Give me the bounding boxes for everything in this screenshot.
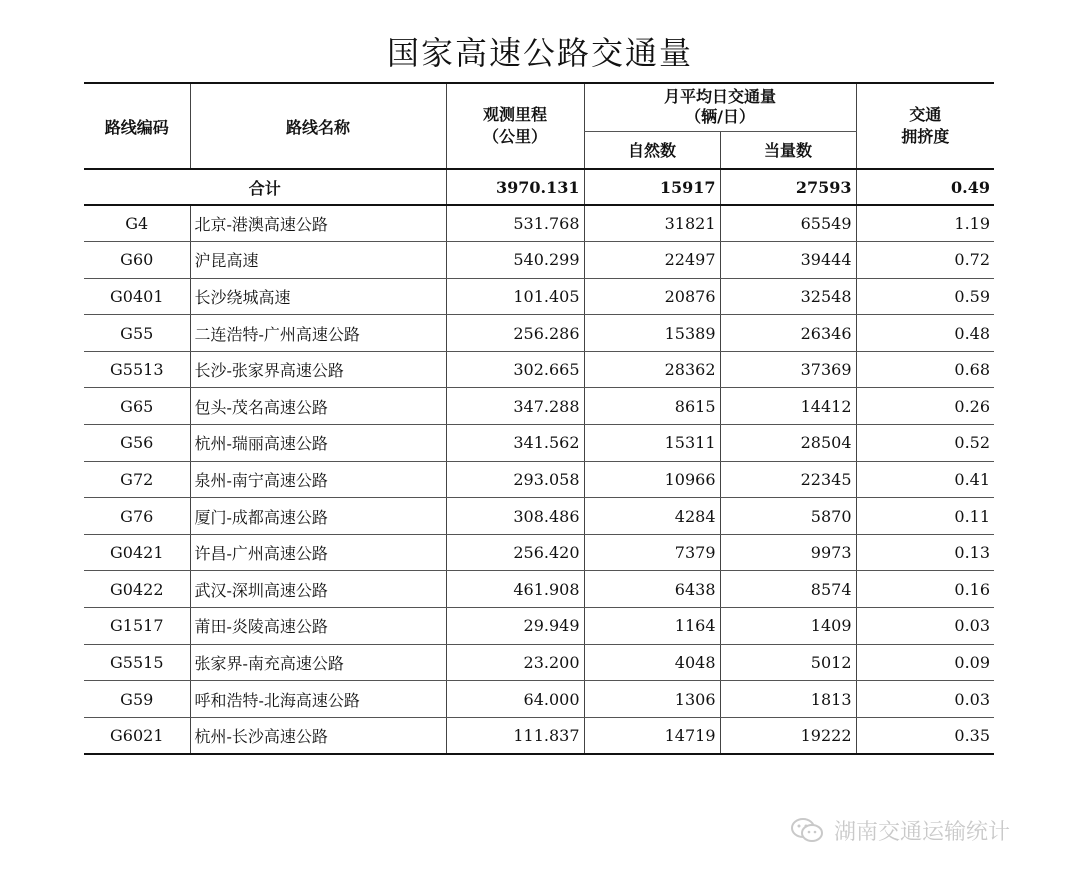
header-equivalent: 当量数 bbox=[720, 131, 856, 169]
watermark-text: 湖南交通运输统计 bbox=[834, 819, 1011, 845]
table-row bbox=[84, 205, 994, 242]
total-congestion: 0.49 bbox=[856, 169, 994, 205]
table-row bbox=[84, 717, 994, 754]
route-equivalent: 32548 bbox=[720, 278, 856, 315]
total-equivalent: 27593 bbox=[720, 169, 856, 205]
route-name: 许昌-广州高速公路 bbox=[190, 534, 446, 571]
route-equivalent: 26346 bbox=[720, 315, 856, 352]
route-natural: 15389 bbox=[584, 315, 720, 352]
route-congestion: 0.11 bbox=[856, 498, 994, 535]
header-congestion: 交通 拥挤度 bbox=[856, 83, 994, 169]
route-name: 包头-茂名高速公路 bbox=[190, 388, 446, 425]
header-mileage: 观测里程 （公里） bbox=[446, 83, 584, 169]
route-mileage: 29.949 bbox=[446, 608, 584, 645]
route-name: 杭州-长沙高速公路 bbox=[190, 717, 446, 754]
route-equivalent: 14412 bbox=[720, 388, 856, 425]
route-congestion: 0.26 bbox=[856, 388, 994, 425]
table-row bbox=[84, 278, 994, 315]
header-natural: 自然数 bbox=[584, 131, 720, 169]
route-equivalent: 1813 bbox=[720, 681, 856, 718]
route-congestion: 0.59 bbox=[856, 278, 994, 315]
watermark bbox=[790, 815, 1010, 845]
route-equivalent: 5870 bbox=[720, 498, 856, 535]
route-code: G59 bbox=[84, 681, 190, 718]
total-mileage: 3970.131 bbox=[446, 169, 584, 205]
route-natural: 31821 bbox=[584, 205, 720, 242]
table-row bbox=[84, 571, 994, 608]
route-mileage: 111.837 bbox=[446, 717, 584, 754]
route-congestion: 0.41 bbox=[856, 461, 994, 498]
route-congestion: 0.09 bbox=[856, 644, 994, 681]
route-equivalent: 9973 bbox=[720, 534, 856, 571]
route-congestion: 0.72 bbox=[856, 242, 994, 279]
route-congestion: 0.16 bbox=[856, 571, 994, 608]
total-natural: 15917 bbox=[584, 169, 720, 205]
route-equivalent: 8574 bbox=[720, 571, 856, 608]
route-equivalent: 65549 bbox=[720, 205, 856, 242]
route-mileage: 23.200 bbox=[446, 644, 584, 681]
route-natural: 1306 bbox=[584, 681, 720, 718]
route-natural: 14719 bbox=[584, 717, 720, 754]
table-row bbox=[84, 388, 994, 425]
table-row bbox=[84, 498, 994, 535]
route-congestion: 0.03 bbox=[856, 608, 994, 645]
route-natural: 7379 bbox=[584, 534, 720, 571]
route-code: G5513 bbox=[84, 351, 190, 388]
header-name: 路线名称 bbox=[190, 83, 446, 169]
route-name: 长沙-张家界高速公路 bbox=[190, 351, 446, 388]
route-mileage: 531.768 bbox=[446, 205, 584, 242]
route-code: G76 bbox=[84, 498, 190, 535]
route-natural: 15311 bbox=[584, 425, 720, 462]
route-equivalent: 37369 bbox=[720, 351, 856, 388]
route-mileage: 256.420 bbox=[446, 534, 584, 571]
route-code: G65 bbox=[84, 388, 190, 425]
route-congestion: 0.52 bbox=[856, 425, 994, 462]
route-natural: 20876 bbox=[584, 278, 720, 315]
route-mileage: 461.908 bbox=[446, 571, 584, 608]
route-name: 长沙绕城高速 bbox=[190, 278, 446, 315]
route-natural: 22497 bbox=[584, 242, 720, 279]
route-mileage: 293.058 bbox=[446, 461, 584, 498]
route-congestion: 0.35 bbox=[856, 717, 994, 754]
route-equivalent: 28504 bbox=[720, 425, 856, 462]
route-code: G0401 bbox=[84, 278, 190, 315]
route-code: G5515 bbox=[84, 644, 190, 681]
route-name: 杭州-瑞丽高速公路 bbox=[190, 425, 446, 462]
table-row bbox=[84, 461, 994, 498]
route-name: 厦门-成都高速公路 bbox=[190, 498, 446, 535]
route-mileage: 347.288 bbox=[446, 388, 584, 425]
table-row bbox=[84, 681, 994, 718]
route-code: G1517 bbox=[84, 608, 190, 645]
total-row bbox=[84, 169, 994, 205]
page-title: 国家高速公路交通量 bbox=[386, 34, 693, 72]
table-row bbox=[84, 608, 994, 645]
header-code: 路线编码 bbox=[84, 83, 190, 169]
table-row bbox=[84, 644, 994, 681]
table-row bbox=[84, 242, 994, 279]
route-congestion: 1.19 bbox=[856, 205, 994, 242]
route-natural: 28362 bbox=[584, 351, 720, 388]
route-natural: 1164 bbox=[584, 608, 720, 645]
wechat-icon bbox=[790, 817, 824, 843]
route-name: 武汉-深圳高速公路 bbox=[190, 571, 446, 608]
route-name: 张家界-南充高速公路 bbox=[190, 644, 446, 681]
route-mileage: 341.562 bbox=[446, 425, 584, 462]
table-row bbox=[84, 351, 994, 388]
route-name: 二连浩特-广州高速公路 bbox=[190, 315, 446, 352]
route-name: 沪昆高速 bbox=[190, 242, 446, 279]
route-code: G4 bbox=[84, 205, 190, 242]
route-natural: 4284 bbox=[584, 498, 720, 535]
route-natural: 6438 bbox=[584, 571, 720, 608]
route-congestion: 0.48 bbox=[856, 315, 994, 352]
route-natural: 10966 bbox=[584, 461, 720, 498]
total-label: 合计 bbox=[84, 169, 446, 205]
route-congestion: 0.13 bbox=[856, 534, 994, 571]
route-name: 呼和浩特-北海高速公路 bbox=[190, 681, 446, 718]
route-name: 莆田-炎陵高速公路 bbox=[190, 608, 446, 645]
route-code: G56 bbox=[84, 425, 190, 462]
route-equivalent: 19222 bbox=[720, 717, 856, 754]
route-natural: 4048 bbox=[584, 644, 720, 681]
route-name: 泉州-南宁高速公路 bbox=[190, 461, 446, 498]
route-mileage: 64.000 bbox=[446, 681, 584, 718]
route-congestion: 0.68 bbox=[856, 351, 994, 388]
route-mileage: 302.665 bbox=[446, 351, 584, 388]
route-mileage: 308.486 bbox=[446, 498, 584, 535]
header-row-1 bbox=[84, 83, 994, 131]
route-congestion: 0.03 bbox=[856, 681, 994, 718]
route-mileage: 256.286 bbox=[446, 315, 584, 352]
route-mileage: 540.299 bbox=[446, 242, 584, 279]
route-code: G72 bbox=[84, 461, 190, 498]
route-equivalent: 1409 bbox=[720, 608, 856, 645]
route-equivalent: 5012 bbox=[720, 644, 856, 681]
route-code: G0422 bbox=[84, 571, 190, 608]
route-code: G0421 bbox=[84, 534, 190, 571]
route-equivalent: 22345 bbox=[720, 461, 856, 498]
table-row bbox=[84, 534, 994, 571]
route-code: G55 bbox=[84, 315, 190, 352]
table-row bbox=[84, 425, 994, 462]
route-natural: 8615 bbox=[584, 388, 720, 425]
table-row bbox=[84, 315, 994, 352]
header-volume: 月平均日交通量 （辆/日） bbox=[584, 83, 856, 131]
route-code: G6021 bbox=[84, 717, 190, 754]
route-name: 北京-港澳高速公路 bbox=[190, 205, 446, 242]
route-equivalent: 39444 bbox=[720, 242, 856, 279]
route-code: G60 bbox=[84, 242, 190, 279]
route-mileage: 101.405 bbox=[446, 278, 584, 315]
traffic-table bbox=[84, 82, 994, 755]
